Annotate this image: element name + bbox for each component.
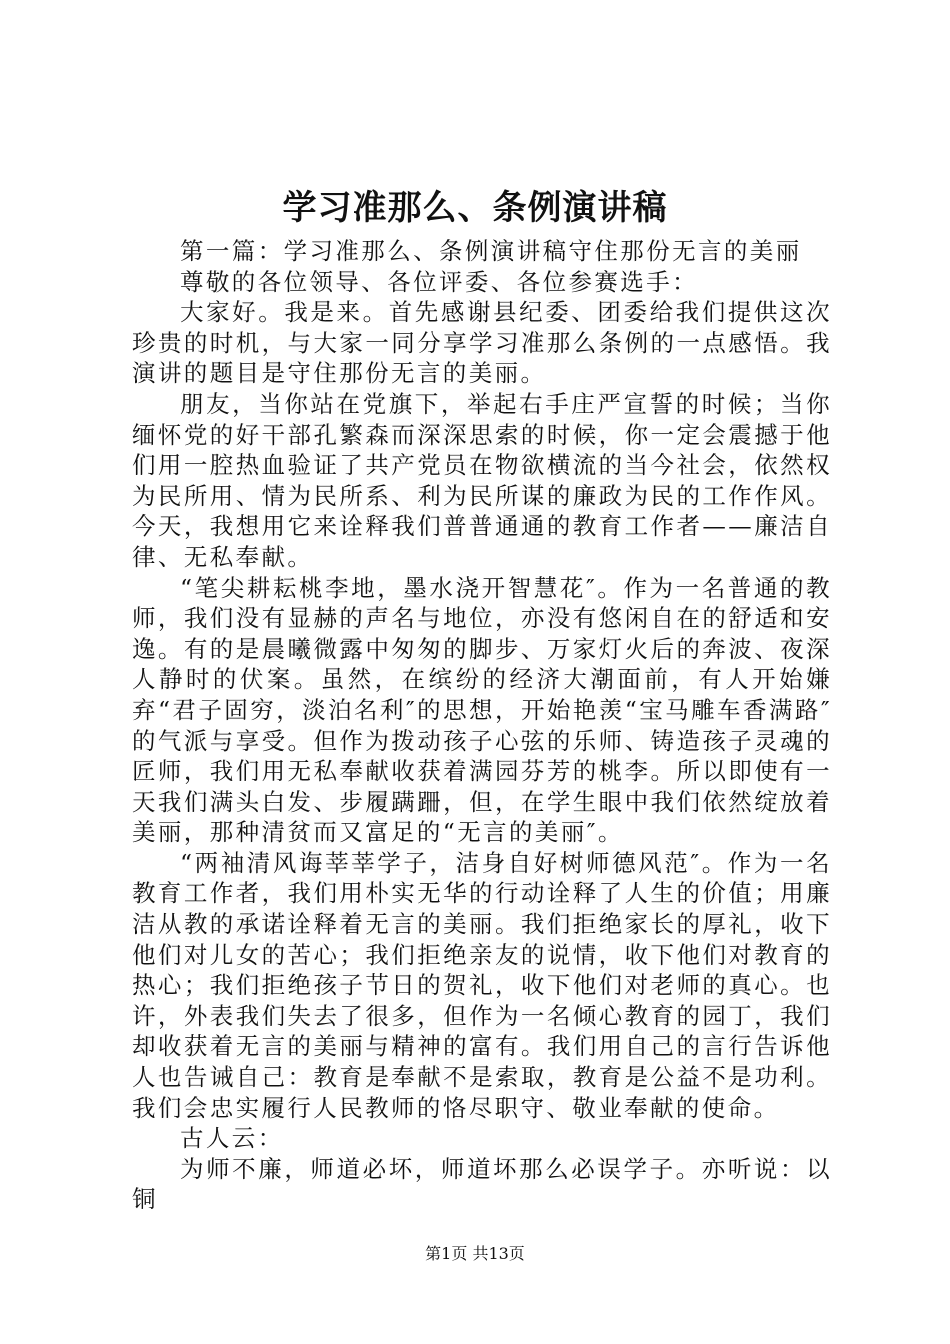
paragraph-friend: 朋友，当你站在党旗下，举起右手庄严宣誓的时候；当你缅怀党的好干部孔繁森而深深思索的时候，你一定会震撼于他们用一腔热血验证了共产党员在物欲横流的当今社会，依然权为民所用、情为民所系、利为民所谋的廉政为民的工作作风。今天，我想用它来诠释我们普普通通的教育工作者——廉洁自律、无私奉献。 xyxy=(132,389,832,571)
paragraph-ancients-say: 古人云： xyxy=(180,1124,284,1153)
paragraph-heading: 第一篇：学习准那么、条例演讲稿守住那份无言的美丽 xyxy=(180,237,802,265)
document-title: 学习准那么、条例演讲稿 xyxy=(282,188,668,228)
paragraph-pen-tip: “笔尖耕耘桃李地，墨水浇开智慧花″。作为一名普通的教师，我们没有显赫的声名与地位，亦没有悠闲自在的舒适和安逸。有的是晨曦微露中匆匆的脚步、万家灯火后的奔波、夜深人静时的伏案。虽然，在缤纷的经济大潮面前，有人开始嫌弃“君子固穷，淡泊名利″的思想，开始艳羡“宝马雕车香满路″的气派与享受。但作为拨动孩子心弦的乐师、铸造孩子灵魂的匠师，我们用无私奉献收获着满园芬芳的桃李。所以即使有一天我们满头白发、步履蹒跚，但，在学生眼中我们依然绽放着美丽，那种清贫而又富足的“无言的美丽″。 xyxy=(132,573,832,847)
paragraph-intro: 大家好。我是来。首先感谢县纪委、团委给我们提供这次珍贵的时机，与大家一同分享学习准那么条例的一点感悟。我演讲的题目是守住那份无言的美丽。 xyxy=(132,298,832,388)
document-body xyxy=(132,236,832,1215)
paragraph-clean-breeze: “两袖清风诲莘莘学子，洁身自好树师德风范″。作为一名教育工作者，我们用朴实无华的行动诠释了人生的价值；用廉洁从教的承诺诠释着无言的美丽。我们拒绝家长的厚礼，收下他们对儿女的苦心；我们拒绝亲友的说情，收下他们对教育的热心；我们拒绝孩子节日的贺礼，收下他们对老师的真心。也许，外表我们失去了很多，但作为一名倾心教育的园丁，我们却收获着无言的美丽与精神的富有。我们用自己的言行告诉他人也告诫自己：教育是奉献不是索取，教育是公益不是功利。我们会忠实履行人民教师的恪尽职守、敬业奉献的使命。 xyxy=(132,848,832,1122)
page-footer: 第1页 共13页 xyxy=(425,1244,525,1263)
paragraph-teacher-integrity: 为师不廉，师道必坏，师道坏那么必误学子。亦听说：以铜 xyxy=(132,1154,832,1214)
paragraph-salutation: 尊敬的各位领导、各位评委、各位参赛选手： xyxy=(180,267,698,296)
